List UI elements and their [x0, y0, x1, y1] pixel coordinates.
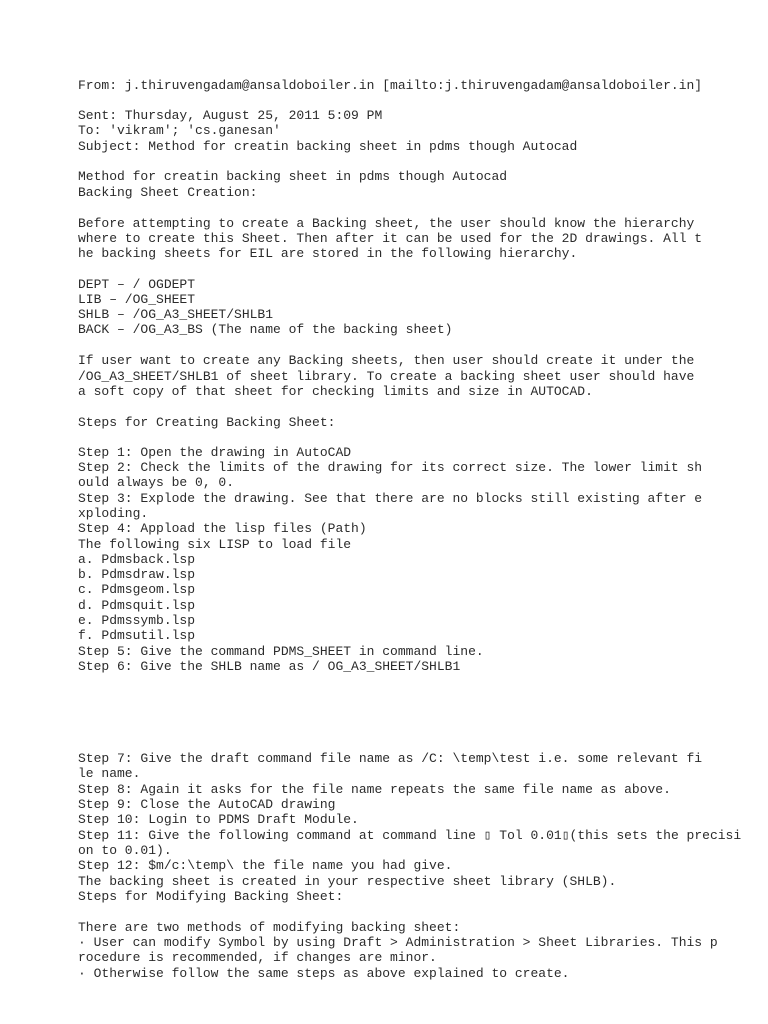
step-line: Step 4: Appload the lisp files (Path) — [78, 521, 367, 536]
modify-bullet-line: · Otherwise follow the same steps as above explained to create. — [78, 966, 570, 981]
hierarchy-item: BACK – /OG_A3_BS (The name of the backing sheet) — [78, 322, 453, 337]
step-line: Step 3: Explode the drawing. See that there are no blocks still existing after e — [78, 491, 703, 506]
hierarchy-item: DEPT – / OGDEPT — [78, 277, 196, 292]
step-line: Step 8: Again it asks for the file name repeats the same file name as above. — [78, 782, 671, 797]
step-line: The following six LISP to load file — [78, 537, 352, 552]
step-line: Step 7: Give the draft command file name as /C: \temp\test i.e. some relevant fi — [78, 751, 703, 766]
step-line: Step 2: Check the limits of the drawing for its correct size. The lower limit sh — [78, 460, 703, 475]
para2-line: a soft copy of that sheet for checking limits and size in AUTOCAD. — [78, 384, 593, 399]
step-line: ould always be 0, 0. — [78, 475, 235, 490]
step-line: Step 10: Login to PDMS Draft Module. — [78, 812, 359, 827]
step-line: Step 5: Give the command PDMS_SHEET in command line. — [78, 644, 484, 659]
modify-bullet-line: · User can modify Symbol by using Draft > Administration > Sheet Libraries. This p — [78, 935, 718, 950]
steps-heading: Steps for Creating Backing Sheet: — [78, 415, 336, 430]
intro-para-line: he backing sheets for EIL are stored in the following hierarchy. — [78, 246, 578, 261]
lisp-file-item: b. Pdmsdraw.lsp — [78, 567, 196, 582]
step-line: Step 6: Give the SHLB name as / OG_A3_SHEET/SHLB1 — [78, 659, 461, 674]
intro-para-line: where to create this Sheet. Then after it can be used for the 2D drawings. All t — [78, 231, 703, 246]
email-from: From: j.thiruvengadam@ansaldoboiler.in [mailto:j.thiruvengadam@ansaldoboiler.in] — [78, 78, 703, 93]
intro-para-line: Before attempting to create a Backing sheet, the user should know the hierarchy — [78, 216, 695, 231]
email-to: To: 'vikram'; 'cs.ganesan' — [78, 123, 281, 138]
modify-bullet-line: rocedure is recommended, if changes are minor. — [78, 950, 437, 965]
step-line: le name. — [78, 766, 141, 781]
lisp-file-item: d. Pdmsquit.lsp — [78, 598, 196, 613]
email-subject: Subject: Method for creatin backing sheet in pdms though Autocad — [78, 139, 578, 154]
step-line: Step 1: Open the drawing in AutoCAD — [78, 445, 352, 460]
doc-title: Method for creatin backing sheet in pdms though Autocad — [78, 169, 508, 184]
step-line: Step 11: Give the following command at command line ▯ Tol 0.01▯(this sets the precisi — [78, 828, 742, 843]
result-line: The backing sheet is created in your respective sheet library (SHLB). — [78, 874, 617, 889]
step-line: Step 9: Close the AutoCAD drawing — [78, 797, 336, 812]
step-line: Step 12: $m/c:\temp\ the file name you had give. — [78, 858, 453, 873]
modify-heading: Steps for Modifying Backing Sheet: — [78, 889, 344, 904]
lisp-file-item: e. Pdmssymb.lsp — [78, 613, 196, 628]
lisp-file-item: f. Pdmsutil.lsp — [78, 628, 196, 643]
step-line: on to 0.01). — [78, 843, 172, 858]
hierarchy-item: LIB – /OG_SHEET — [78, 292, 196, 307]
lisp-file-item: a. Pdmsback.lsp — [78, 552, 196, 567]
email-sent: Sent: Thursday, August 25, 2011 5:09 PM — [78, 108, 383, 123]
para2-line: /OG_A3_SHEET/SHLB1 of sheet library. To create a backing sheet user should have — [78, 369, 695, 384]
hierarchy-item: SHLB – /OG_A3_SHEET/SHLB1 — [78, 307, 274, 322]
lisp-file-item: c. Pdmsgeom.lsp — [78, 582, 196, 597]
doc-subtitle: Backing Sheet Creation: — [78, 185, 258, 200]
modify-intro: There are two methods of modifying backing sheet: — [78, 920, 461, 935]
para2-line: If user want to create any Backing sheets, then user should create it under the — [78, 353, 695, 368]
step-line: xploding. — [78, 506, 149, 521]
